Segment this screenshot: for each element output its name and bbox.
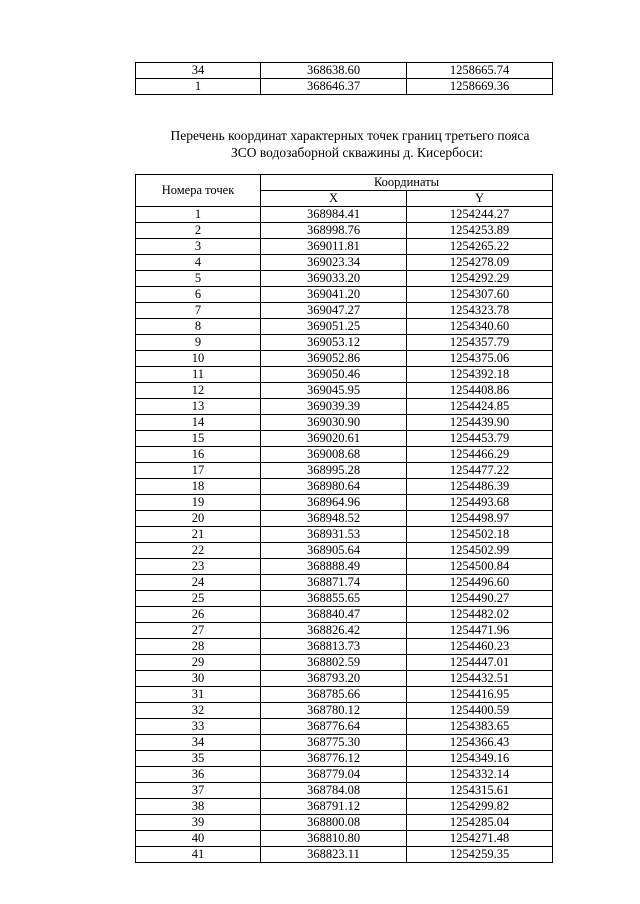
y-coordinate-cell: 1254460.23	[407, 639, 553, 655]
y-coordinate-cell: 1254477.22	[407, 463, 553, 479]
y-coordinate-cell: 1254285.04	[407, 815, 553, 831]
x-coordinate-cell: 369020.61	[261, 431, 407, 447]
y-coordinate-cell: 1254498.97	[407, 511, 553, 527]
y-coordinate-cell: 1254366.43	[407, 735, 553, 751]
y-coordinate-cell: 1254424.85	[407, 399, 553, 415]
x-coordinate-cell: 368980.64	[261, 479, 407, 495]
table-row	[136, 831, 553, 847]
x-coordinate-cell: 368776.12	[261, 751, 407, 767]
x-coordinate-cell: 368984.41	[261, 207, 407, 223]
y-coordinate-cell: 1254453.79	[407, 431, 553, 447]
y-coordinate-cell: 1254496.60	[407, 575, 553, 591]
x-coordinate-cell: 368791.12	[261, 799, 407, 815]
y-coordinate-cell: 1254349.16	[407, 751, 553, 767]
table-row	[136, 591, 553, 607]
header-x: X	[261, 191, 407, 207]
table-row	[136, 847, 553, 863]
header-point-numbers: Номера точек	[136, 175, 261, 207]
point-number-cell: 21	[136, 527, 261, 543]
y-coordinate-cell: 1254471.96	[407, 623, 553, 639]
table-row	[136, 447, 553, 463]
table-row	[136, 543, 553, 559]
point-number-cell: 6	[136, 287, 261, 303]
y-coordinate-cell: 1254244.27	[407, 207, 553, 223]
table-row	[136, 719, 553, 735]
x-coordinate-cell: 369011.81	[261, 239, 407, 255]
x-coordinate-cell: 369050.46	[261, 367, 407, 383]
point-number-cell: 12	[136, 383, 261, 399]
y-coordinate-cell: 1254416.95	[407, 687, 553, 703]
point-number-cell: 3	[136, 239, 261, 255]
point-number-cell: 30	[136, 671, 261, 687]
table-row	[136, 655, 553, 671]
x-coordinate-cell: 369041.20	[261, 287, 407, 303]
y-coordinate-cell: 1254307.60	[407, 287, 553, 303]
point-number-cell: 34	[136, 63, 261, 79]
x-coordinate-cell: 368888.49	[261, 559, 407, 575]
point-number-cell: 13	[136, 399, 261, 415]
y-coordinate-cell: 1254253.89	[407, 223, 553, 239]
y-coordinate-cell: 1254502.18	[407, 527, 553, 543]
y-coordinate-cell: 1254292.29	[407, 271, 553, 287]
y-coordinate-cell: 1254278.09	[407, 255, 553, 271]
x-coordinate-cell: 368802.59	[261, 655, 407, 671]
point-number-cell: 27	[136, 623, 261, 639]
point-number-cell: 7	[136, 303, 261, 319]
table-row	[136, 223, 553, 239]
y-coordinate-cell: 1258669.36	[407, 79, 553, 95]
y-coordinate-cell: 1254259.35	[407, 847, 553, 863]
point-number-cell: 2	[136, 223, 261, 239]
y-coordinate-cell: 1254392.18	[407, 367, 553, 383]
x-coordinate-cell: 369052.86	[261, 351, 407, 367]
table-row	[136, 703, 553, 719]
point-number-cell: 28	[136, 639, 261, 655]
y-coordinate-cell: 1254486.39	[407, 479, 553, 495]
point-number-cell: 15	[136, 431, 261, 447]
table-row	[136, 607, 553, 623]
y-coordinate-cell: 1254490.27	[407, 591, 553, 607]
table-row	[136, 367, 553, 383]
x-coordinate-cell: 368964.96	[261, 495, 407, 511]
x-coordinate-cell: 368931.53	[261, 527, 407, 543]
table-row	[136, 287, 553, 303]
table-row	[136, 79, 553, 95]
y-coordinate-cell: 1254375.06	[407, 351, 553, 367]
point-number-cell: 4	[136, 255, 261, 271]
table-row	[136, 255, 553, 271]
x-coordinate-cell: 368775.30	[261, 735, 407, 751]
top-coordinates-table	[135, 62, 553, 95]
table-row	[136, 687, 553, 703]
point-number-cell: 34	[136, 735, 261, 751]
table-row	[136, 335, 553, 351]
point-number-cell: 8	[136, 319, 261, 335]
x-coordinate-cell: 368780.12	[261, 703, 407, 719]
x-coordinate-cell: 368826.42	[261, 623, 407, 639]
table-row	[136, 623, 553, 639]
table-row	[136, 799, 553, 815]
y-coordinate-cell: 1254502.99	[407, 543, 553, 559]
point-number-cell: 40	[136, 831, 261, 847]
point-number-cell: 11	[136, 367, 261, 383]
header-y: Y	[407, 191, 553, 207]
x-coordinate-cell: 368800.08	[261, 815, 407, 831]
point-number-cell: 16	[136, 447, 261, 463]
x-coordinate-cell: 368905.64	[261, 543, 407, 559]
table-row	[136, 575, 553, 591]
x-coordinate-cell: 369053.12	[261, 335, 407, 351]
x-coordinate-cell: 368785.66	[261, 687, 407, 703]
x-coordinate-cell: 369039.39	[261, 399, 407, 415]
point-number-cell: 26	[136, 607, 261, 623]
x-coordinate-cell: 368793.20	[261, 671, 407, 687]
point-number-cell: 29	[136, 655, 261, 671]
x-coordinate-cell: 368998.76	[261, 223, 407, 239]
y-coordinate-cell: 1254265.22	[407, 239, 553, 255]
point-number-cell: 38	[136, 799, 261, 815]
table-row	[136, 431, 553, 447]
y-coordinate-cell: 1258665.74	[407, 63, 553, 79]
table-row	[136, 479, 553, 495]
y-coordinate-cell: 1254466.29	[407, 447, 553, 463]
y-coordinate-cell: 1254432.51	[407, 671, 553, 687]
point-number-cell: 22	[136, 543, 261, 559]
point-number-cell: 35	[136, 751, 261, 767]
coordinates-table	[135, 174, 553, 863]
header-coordinates: Координаты	[261, 175, 553, 191]
point-number-cell: 9	[136, 335, 261, 351]
top-table-body	[136, 63, 553, 95]
point-number-cell: 19	[136, 495, 261, 511]
x-coordinate-cell: 368840.47	[261, 607, 407, 623]
point-number-cell: 17	[136, 463, 261, 479]
table-row	[136, 495, 553, 511]
y-coordinate-cell: 1254340.60	[407, 319, 553, 335]
table-row	[136, 735, 553, 751]
table-row	[136, 415, 553, 431]
x-coordinate-cell: 368776.64	[261, 719, 407, 735]
table-row	[136, 207, 553, 223]
x-coordinate-cell: 368995.28	[261, 463, 407, 479]
y-coordinate-cell: 1254482.02	[407, 607, 553, 623]
heading-line-2: ЗСО водозаборной скважины д. Кисербоси:	[230, 145, 484, 160]
table-row	[136, 463, 553, 479]
point-number-cell: 39	[136, 815, 261, 831]
table-row	[136, 783, 553, 799]
x-coordinate-cell: 368646.37	[261, 79, 407, 95]
table-row	[136, 559, 553, 575]
table-row	[136, 671, 553, 687]
x-coordinate-cell: 368779.04	[261, 767, 407, 783]
x-coordinate-cell: 369023.34	[261, 255, 407, 271]
y-coordinate-cell: 1254323.78	[407, 303, 553, 319]
x-coordinate-cell: 369051.25	[261, 319, 407, 335]
y-coordinate-cell: 1254383.65	[407, 719, 553, 735]
table-row	[136, 511, 553, 527]
y-coordinate-cell: 1254299.82	[407, 799, 553, 815]
y-coordinate-cell: 1254439.90	[407, 415, 553, 431]
x-coordinate-cell: 368810.80	[261, 831, 407, 847]
y-coordinate-cell: 1254332.14	[407, 767, 553, 783]
heading-line-1: Перечень координат характерных точек границ третьего пояса	[170, 128, 530, 143]
table-row	[136, 383, 553, 399]
y-coordinate-cell: 1254357.79	[407, 335, 553, 351]
point-number-cell: 37	[136, 783, 261, 799]
point-number-cell: 14	[136, 415, 261, 431]
point-number-cell: 1	[136, 79, 261, 95]
x-coordinate-cell: 369045.95	[261, 383, 407, 399]
point-number-cell: 33	[136, 719, 261, 735]
table-row	[136, 239, 553, 255]
table-row	[136, 767, 553, 783]
point-number-cell: 10	[136, 351, 261, 367]
section-heading	[0, 127, 640, 161]
y-coordinate-cell: 1254408.86	[407, 383, 553, 399]
point-number-cell: 23	[136, 559, 261, 575]
x-coordinate-cell: 368638.60	[261, 63, 407, 79]
y-coordinate-cell: 1254400.59	[407, 703, 553, 719]
point-number-cell: 1	[136, 207, 261, 223]
x-coordinate-cell: 368855.65	[261, 591, 407, 607]
table-row	[136, 639, 553, 655]
point-number-cell: 5	[136, 271, 261, 287]
x-coordinate-cell: 368823.11	[261, 847, 407, 863]
table-row	[136, 351, 553, 367]
y-coordinate-cell: 1254447.01	[407, 655, 553, 671]
point-number-cell: 20	[136, 511, 261, 527]
table-row	[136, 751, 553, 767]
x-coordinate-cell: 369008.68	[261, 447, 407, 463]
coordinates-table-header	[136, 175, 553, 207]
x-coordinate-cell: 368784.08	[261, 783, 407, 799]
point-number-cell: 41	[136, 847, 261, 863]
point-number-cell: 31	[136, 687, 261, 703]
point-number-cell: 18	[136, 479, 261, 495]
x-coordinate-cell: 368871.74	[261, 575, 407, 591]
y-coordinate-cell: 1254493.68	[407, 495, 553, 511]
x-coordinate-cell: 368948.52	[261, 511, 407, 527]
x-coordinate-cell: 369047.27	[261, 303, 407, 319]
table-row	[136, 815, 553, 831]
x-coordinate-cell: 369030.90	[261, 415, 407, 431]
point-number-cell: 25	[136, 591, 261, 607]
table-row	[136, 319, 553, 335]
table-row	[136, 271, 553, 287]
x-coordinate-cell: 369033.20	[261, 271, 407, 287]
y-coordinate-cell: 1254315.61	[407, 783, 553, 799]
table-row	[136, 527, 553, 543]
y-coordinate-cell: 1254271.48	[407, 831, 553, 847]
point-number-cell: 24	[136, 575, 261, 591]
table-row	[136, 303, 553, 319]
point-number-cell: 36	[136, 767, 261, 783]
table-row	[136, 63, 553, 79]
y-coordinate-cell: 1254500.84	[407, 559, 553, 575]
coordinates-table-body	[136, 207, 553, 863]
x-coordinate-cell: 368813.73	[261, 639, 407, 655]
point-number-cell: 32	[136, 703, 261, 719]
table-row	[136, 399, 553, 415]
